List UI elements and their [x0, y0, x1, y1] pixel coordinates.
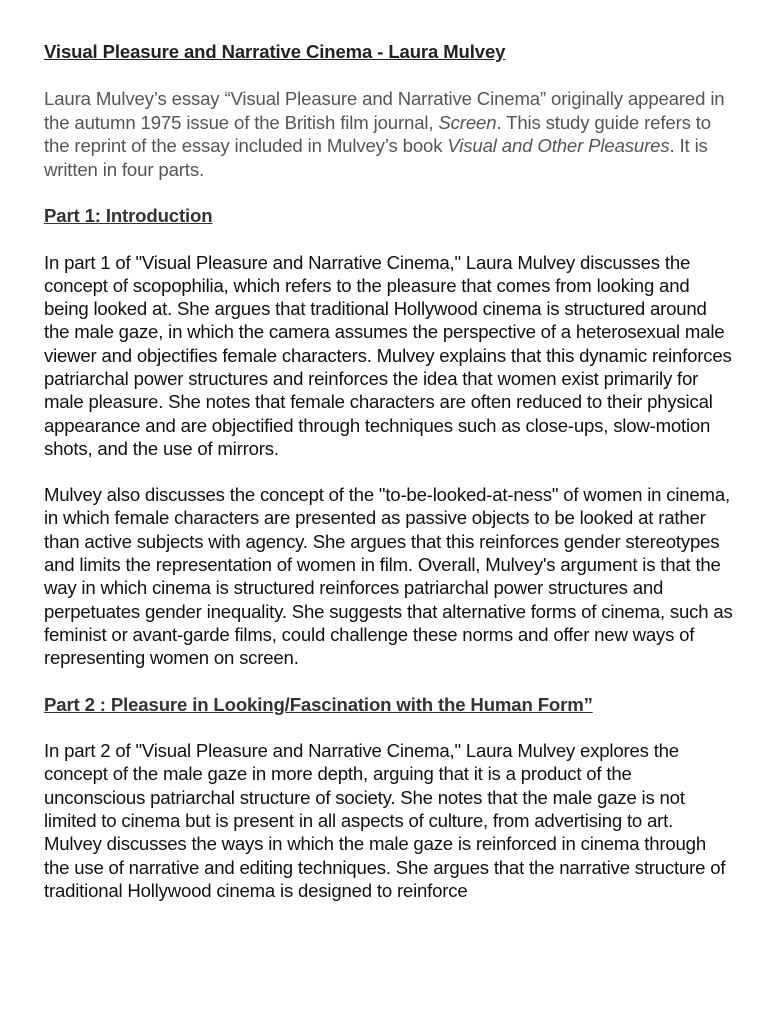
paragraph: In part 2 of "Visual Pleasure and Narrative Cinema," Laura Mulvey explores the concept of the male gaze in more depth, arguing that it is a product of the unconscious patriarchal structure of society. She notes that the male gaze is not limited to cinema but is present in all aspects of culture, from advertising to art. Mulvey discusses the ways in which the male gaze is reinforced in cinema through the use of narrative and editing techniques. She argues that the narrative structure of traditional Hollywood cinema is designed to reinforce [44, 740, 726, 901]
intro-text-2: . This study guide refers to the reprint of the essay included in Mulvey’s book [44, 111, 711, 156]
document-title: Visual Pleasure and Narrative Cinema - Laura Mulvey [44, 41, 506, 62]
paragraph: In part 1 of "Visual Pleasure and Narrative Cinema," Laura Mulvey discusses the concept of scopophilia, which refers to the pleasure that comes from looking and being looked at. She argues that traditional Hollywood cinema is structured around the male gaze, in which the camera assumes the perspective of a heterosexual male viewer and objectifies female characters. Mulvey explains that this dynamic reinforces patriarchal power structures and reinforces the idea that women exist primarily for male pleasure. She notes that female characters are often reduced to their physical appearance and are objectified through techniques such as close-ups, slow-motion shots, and the use of mirrors. [44, 251, 732, 459]
intro-text-3: . It is written in four parts. [44, 135, 708, 180]
document-page [44, 40, 734, 925]
journal-name: Screen [438, 111, 497, 133]
section-heading-part-1: Part 1: Introduction [44, 205, 213, 226]
intro-paragraph [44, 87, 734, 181]
intro-text-1: Laura Mulvey’s essay “Visual Pleasure and Narrative Cinema” originally appeared in the autumn 1975 issue of the British film journal, [44, 88, 725, 133]
section-heading-part-2: Part 2 : Pleasure in Looking/Fascination with the Human Form” [44, 693, 593, 715]
paragraph: Mulvey also discusses the concept of the "to-be-looked-at-ness" of women in cinema, in which female characters are presented as passive objects to be looked at rather than active subjects with agency. She argues that this reinforces gender stereotypes and limits the representation of women in film. Overall, Mulvey's argument is that the way in which cinema is structured reinforces patriarchal power structures and perpetuates gender inequality. She suggests that alternative forms of cinema, such as feminist or avant-garde films, could challenge these norms and offer new ways of representing women on screen. [44, 484, 733, 669]
book-title: Visual and Other Pleasures [447, 135, 670, 156]
